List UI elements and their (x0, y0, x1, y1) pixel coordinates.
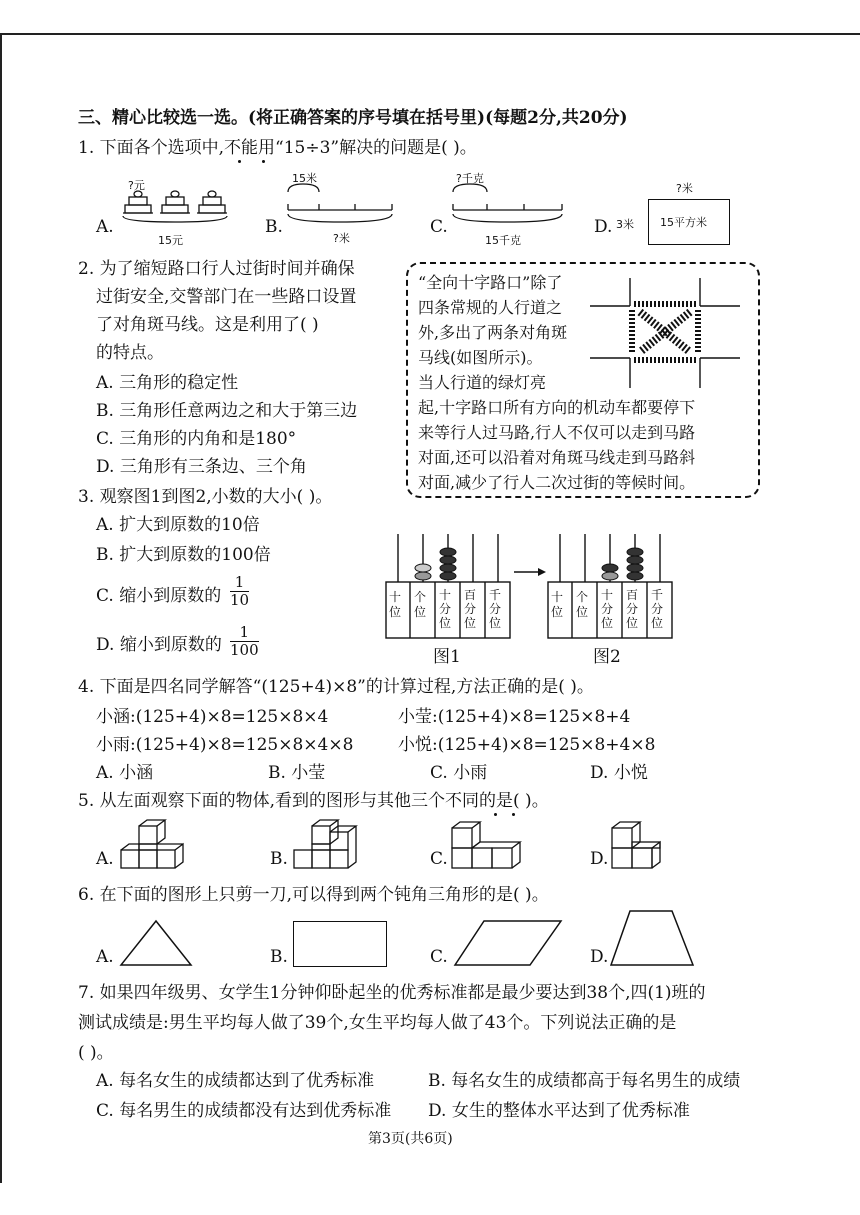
q6-option-d-label: D. (590, 947, 609, 967)
q6-stem: 6. 在下面的图形上只剪一刀,可以得到两个钝角三角形的是( )。 (78, 885, 549, 905)
fraction-one-tenth: $\frac{1}{10}$ (230, 573, 250, 609)
section-heading: 三、精心比较选一选。(将正确答案的序号填在括号里)(每题2分,共20分) (78, 108, 628, 128)
emphasis-dot (238, 160, 241, 163)
q3-option-a: A. 扩大到原数的10倍 (96, 515, 260, 535)
q5-option-b-label: B. (270, 849, 288, 869)
q4-option-d: D. 小悦 (590, 763, 648, 783)
q4-option-c: C. 小雨 (430, 763, 488, 783)
trapezoid-shape (608, 908, 696, 968)
q7-line-3: ( )。 (78, 1043, 114, 1063)
place-label: 个位 (576, 590, 589, 619)
place-label: 千分位 (489, 588, 502, 630)
q7-option-a: A. 每名女生的成绩都达到了优秀标准 (96, 1071, 375, 1091)
place-label: 十位 (551, 590, 564, 619)
parallelogram-shape (452, 918, 564, 968)
q2-line-1: 2. 为了缩短路口行人过街时间并确保 (78, 259, 355, 279)
q2-line-3: 了对角斑马线。这是利用了( ) (96, 315, 319, 335)
fraction-one-hundredth: $\frac{1}{100}$ (230, 623, 259, 659)
rectangle-shape (293, 921, 387, 967)
place-label: 个位 (414, 590, 427, 619)
q1-option-a-label: A. (96, 217, 114, 237)
q7-line-1: 7. 如果四年级男、女学生1分钟仰卧起坐的优秀标准都是最少要达到38个,四(1)班的 (78, 983, 706, 1003)
q4-xiaohan: 小涵:(125+4)×8=125×8×4 (96, 707, 329, 727)
cake-icon (123, 191, 153, 213)
box-line-5: 当人行道的绿灯亮 (418, 373, 547, 392)
q1-c-top-label: ?千克 (456, 172, 484, 185)
intersection-diagram (590, 278, 740, 388)
emphasis-dot (494, 813, 497, 816)
box-line-7: 来等行人过马路,行人不仅可以走到马路 (418, 423, 696, 442)
q1-d-inner-label: 15平方米 (660, 216, 707, 229)
box-line-9: 对面,减少了行人二次过街的等候时间。 (418, 473, 696, 492)
box-line-6: 起,十字路口所有方向的机动车都要停下 (418, 398, 696, 417)
q1-a-bottom-label: 15元 (158, 234, 183, 247)
q5-option-d-label: D. (590, 849, 609, 869)
q2-option-a: A. 三角形的稳定性 (96, 373, 239, 393)
place-label: 百分位 (464, 588, 477, 630)
q2-option-c: C. 三角形的内角和是180° (96, 429, 297, 449)
q4-xiaoyue: 小悦:(125+4)×8=125×8+4×8 (398, 735, 656, 755)
place-label: 百分位 (626, 588, 639, 630)
q4-xiaoying: 小莹:(125+4)×8=125×8+4 (398, 707, 631, 727)
place-label: 十分位 (439, 588, 452, 630)
place-label: 千分位 (651, 588, 664, 630)
q1-a-top-label: ?元 (128, 179, 145, 192)
q1-stem: 1. 下面各个选项中,不能用“15÷3”解决的问题是( )。 (78, 138, 477, 158)
arrow-right-icon (512, 566, 548, 578)
q1-option-d-label: D. (594, 217, 613, 237)
q4-stem: 4. 下面是四名同学解答“(125+4)×8”的计算过程,方法正确的是( )。 (78, 677, 594, 697)
q7-option-b: B. 每名女生的成绩都高于每名男生的成绩 (428, 1071, 741, 1091)
emphasis-dot (512, 813, 515, 816)
segment-b-figure (285, 180, 395, 230)
page-top-border (0, 33, 860, 35)
q2-option-d: D. 三角形有三条边、三个角 (96, 457, 307, 477)
q6-option-a-label: A. (96, 947, 114, 967)
cubes-a-figure (117, 818, 197, 876)
cubes-c-figure (448, 818, 528, 876)
cubes-b-figure (290, 818, 370, 876)
q5-option-c-label: C. (430, 849, 448, 869)
q3-option-c: C. 缩小到原数的 (96, 586, 222, 606)
emphasis-dot (262, 160, 265, 163)
q1-b-top-label: 15米 (292, 172, 317, 185)
q5-option-a-label: A. (96, 849, 114, 869)
figure-2-caption: 图2 (593, 647, 621, 667)
q2-line-2: 过街安全,交警部门在一些路口设置 (96, 287, 357, 307)
q1-d-side-label: 3米 (616, 218, 634, 231)
place-label: 十分位 (601, 588, 614, 630)
q4-option-b: B. 小莹 (268, 763, 326, 783)
q2-line-4: 的特点。 (96, 343, 164, 363)
figure-1-caption: 图1 (433, 647, 461, 667)
q6-option-b-label: B. (270, 947, 288, 967)
q4-option-a: A. 小涵 (96, 763, 154, 783)
q6-option-c-label: C. (430, 947, 448, 967)
segment-c-figure (450, 180, 565, 230)
cake-icon (197, 191, 227, 213)
q1-option-c-label: C. (430, 217, 448, 237)
cubes-d-figure (608, 818, 678, 876)
q4-xiaoyu: 小雨:(125+4)×8=125×8×4×8 (96, 735, 354, 755)
q2-option-b: B. 三角形任意两边之和大于第三边 (96, 401, 358, 421)
box-line-3: 外,多出了两条对角斑 (418, 323, 568, 342)
box-line-1: “全向十字路口”除了 (418, 273, 563, 292)
q7-option-d: D. 女生的整体水平达到了优秀标准 (428, 1101, 690, 1121)
q3-option-d: D. 缩小到原数的 (96, 635, 222, 655)
q7-option-c: C. 每名男生的成绩都没有达到优秀标准 (96, 1101, 392, 1121)
q5-stem: 5. 从左面观察下面的物体,看到的图形与其他三个不同的是( )。 (78, 791, 549, 811)
q3-option-b: B. 扩大到原数的100倍 (96, 545, 271, 565)
q1-c-bottom-label: 15千克 (485, 234, 521, 247)
q7-line-2: 测试成绩是:男生平均每人做了39个,女生平均每人做了43个。下列说法正确的是 (78, 1013, 677, 1033)
place-label: 十位 (389, 590, 402, 619)
q1-d-top-label: ?米 (676, 182, 693, 195)
cake-icon (160, 191, 190, 213)
q3-stem: 3. 观察图1到图2,小数的大小( )。 (78, 487, 333, 507)
q1-option-b-label: B. (265, 217, 283, 237)
box-line-8: 对面,还可以沿着对角斑马线走到马路斜 (418, 448, 696, 467)
cakes-figure (120, 186, 230, 228)
triangle-shape (118, 918, 194, 968)
page-left-border (0, 33, 2, 1183)
q1-b-bottom-label: ?米 (333, 232, 350, 245)
page-number: 第3页(共6页) (368, 1131, 453, 1147)
box-line-2: 四条常规的人行道之 (418, 298, 563, 317)
box-line-4: 马线(如图所示)。 (418, 348, 543, 367)
